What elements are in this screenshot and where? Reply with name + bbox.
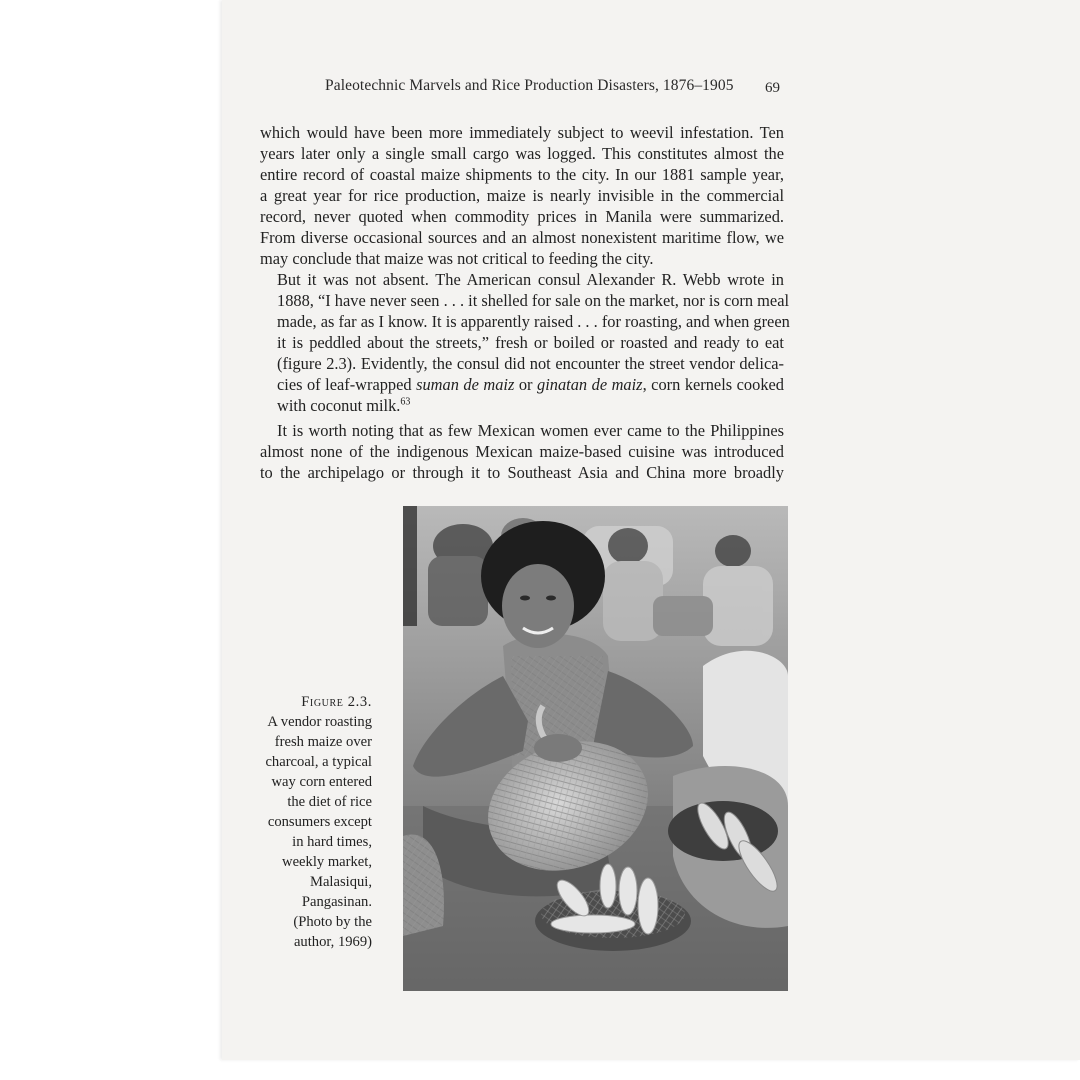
text-line: to the archipelago or through it to Southeast Asia and China more broadly (260, 463, 784, 482)
italic-term-ginatan: ginatan de maiz (537, 375, 643, 394)
text-line: entire record of coastal maize shipments to the city. In our 1881 sample year, (260, 165, 784, 184)
caption-line: fresh maize over (274, 734, 372, 750)
caption-line: Pangasinan. (301, 894, 372, 910)
text-line: But it was not absent. The American consul Alexander R. Webb wrote in (277, 270, 784, 289)
figure-label: Figure 2.3. (301, 694, 372, 710)
text-line: (figure 2.3). Evidently, the consul did not encounter the street vendor delica- (277, 354, 784, 373)
text-line: which would have been more immediately subject to weevil infestation. Ten (260, 123, 784, 142)
footnote-ref[interactable]: 63 (400, 396, 411, 408)
caption-line: in hard times, (292, 834, 372, 850)
caption-line: weekly market, (282, 854, 372, 870)
text-run: with coconut milk. (277, 396, 401, 415)
text-line: almost none of the indigenous Mexican maize-based cuisine was introduced (260, 442, 784, 461)
text-line: It is worth noting that as few Mexican women ever came to the Philippines (277, 421, 784, 440)
text-run: , corn kernels cooked (642, 375, 784, 394)
text-line (260, 374, 784, 395)
italic-term-suman: suman de maiz (416, 375, 515, 394)
caption-line: the diet of rice (287, 794, 372, 810)
text-run: cies of leaf-wrapped (277, 375, 417, 394)
text-line (260, 395, 784, 416)
caption-line: charcoal, a typical (265, 754, 372, 770)
caption-line: way corn entered (271, 774, 372, 790)
caption-line: consumers except (267, 814, 372, 830)
paragraph-3 (260, 420, 784, 483)
body-text (260, 122, 790, 483)
figure-caption (255, 692, 372, 952)
text-run: or (514, 375, 538, 394)
text-line: it is peddled about the streets,” fresh or boiled or roasted and ready to eat (277, 333, 784, 352)
paragraph-1 (260, 122, 784, 269)
running-head: Paleotechnic Marvels and Rice Production Disasters, 1876–1905 (325, 77, 734, 94)
text-line: may conclude that maize was not critical to feeding the city. (260, 249, 654, 268)
text-line: From diverse occasional sources and an almost nonexistent maritime flow, we (260, 228, 784, 247)
text-line: years later only a single small cargo was logged. This constitutes almost the (260, 144, 784, 163)
caption-line: author, 1969) (293, 934, 372, 950)
text-line: record, never quoted when commodity prices in Manila were summarized. (260, 207, 784, 226)
text-line: a great year for rice production, maize is nearly invisible in the commercial (260, 186, 784, 205)
caption-line: (Photo by the (293, 914, 372, 930)
caption-line: Malasiqui, (309, 874, 372, 890)
page-number: 69 (765, 80, 780, 96)
text-line: 1888, “I have never seen . . . it shelled for sale on the market, nor is corn meal (277, 291, 790, 310)
figure-photo-vendor (403, 506, 788, 991)
text-line: made, as far as I know. It is apparently raised . . . for roasting, and when green (277, 312, 790, 331)
caption-line: A vendor roasting (267, 714, 372, 730)
paragraph-2 (260, 269, 790, 416)
